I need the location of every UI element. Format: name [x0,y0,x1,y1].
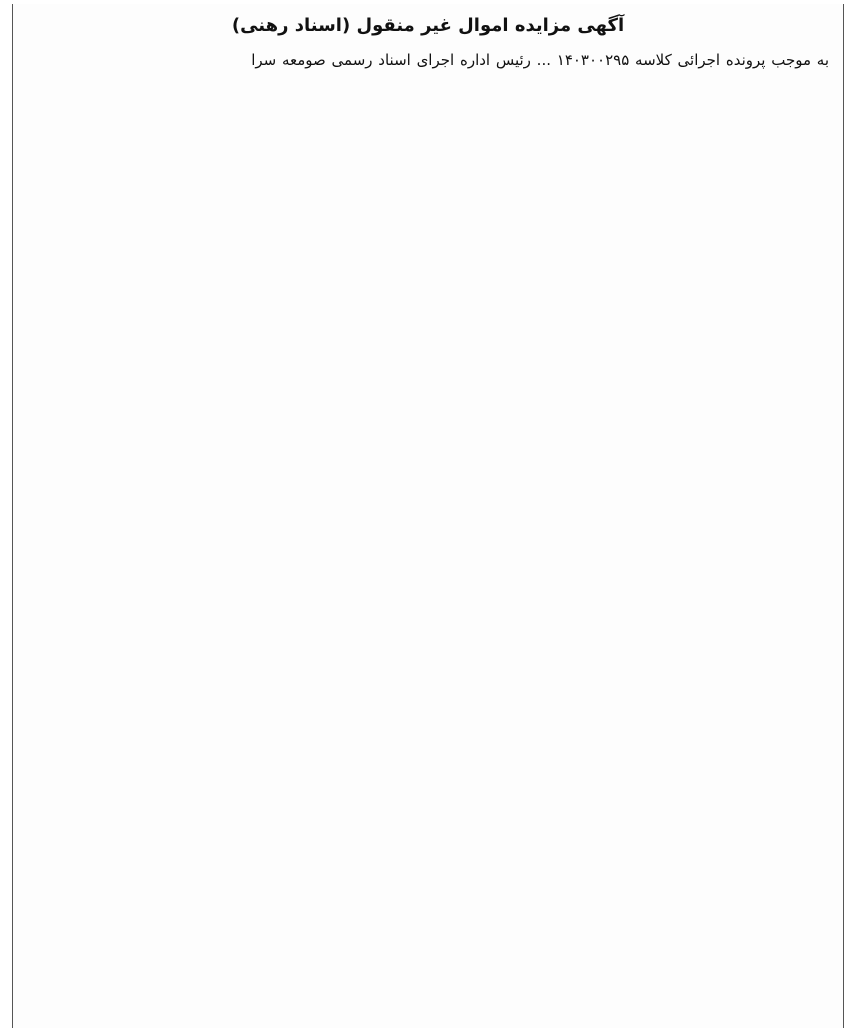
notice-body: به موجب پرونده اجرائی کلاسه ۱۴۰۳۰۰۲۹۵ ... رئیس اداره اجرای اسناد رسمی صومعه سرا [251,51,829,69]
notice-title: آگهی مزایده اموال غیر منقول (اسناد رهنی) [231,15,625,36]
notice-frame [12,4,844,1028]
